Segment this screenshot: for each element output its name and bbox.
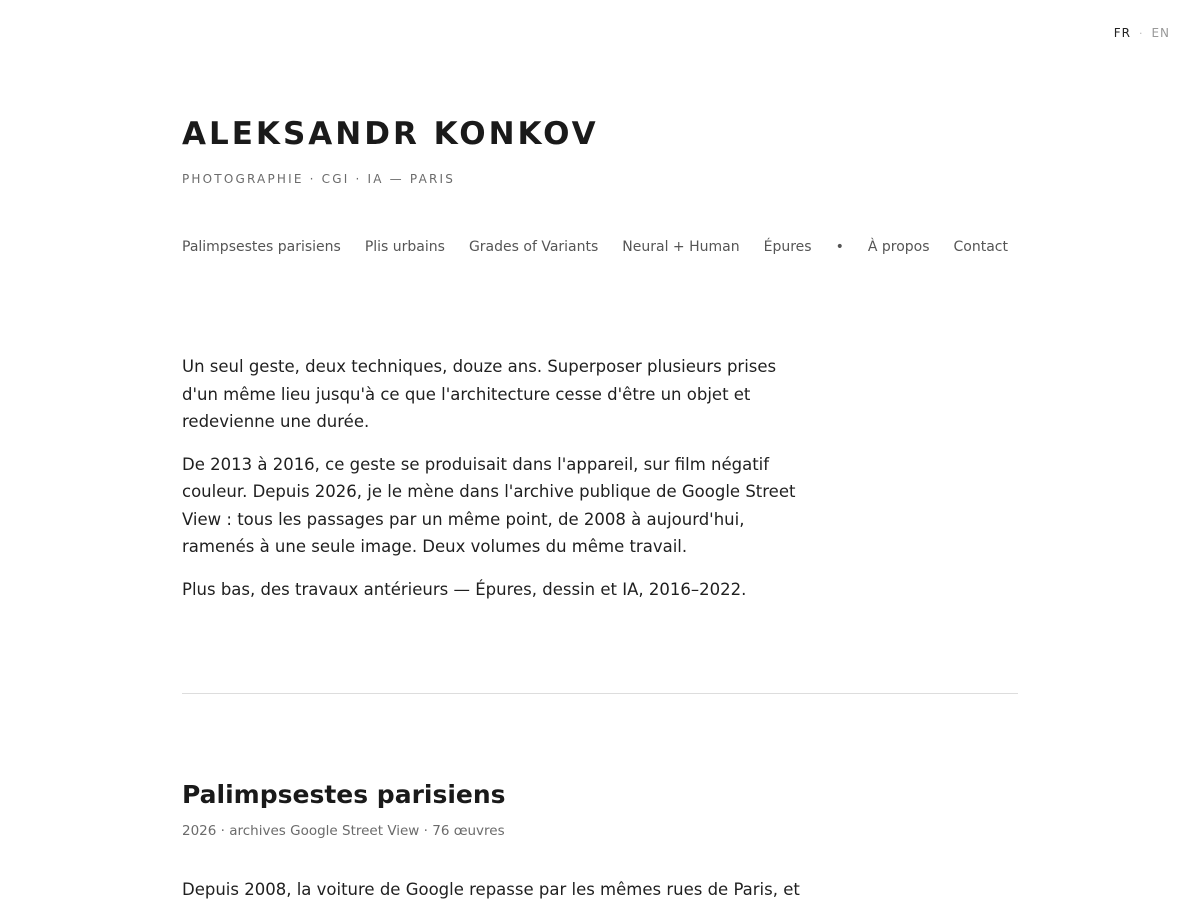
nav-item-plis-urbains[interactable]: Plis urbains xyxy=(364,239,445,255)
section-divider xyxy=(182,693,1018,694)
section-body-text: Depuis 2008, la voiture de Google repasse par les mêmes rues de Paris, et xyxy=(182,880,800,899)
lang-fr-link[interactable]: FR xyxy=(1113,26,1131,40)
nav-item-about[interactable]: À propos xyxy=(867,239,930,255)
site-tagline: PHOTOGRAPHIE · CGI · IA — PARIS xyxy=(182,172,456,186)
main-nav xyxy=(182,239,1008,255)
intro-paragraph-2: De 2013 à 2016, ce geste se produisait dans l'appareil, sur film négatif couleur. Depuis 2026, je le mène dans l'archive publique de Google Street View : tous les passages par un même point, de 2008 à aujourd'hui, ramenés à une seule image. Deux volumes du même travail. xyxy=(182,454,796,556)
site-title[interactable]: ALEKSANDR KONKOV xyxy=(182,116,599,152)
nav-item-grades-of-variants[interactable]: Grades of Variants xyxy=(468,239,599,255)
nav-item-contact[interactable]: Contact xyxy=(953,239,1008,255)
section-title: Palimpsestes parisiens xyxy=(182,780,506,809)
intro-paragraph-1: Un seul geste, deux techniques, douze ans. Superposer plusieurs prises d'un même lieu jusqu'à ce que l'architecture cesse d'être un objet et redevienne une durée. xyxy=(182,357,777,431)
section-meta: 2026 · archives Google Street View · 76 œuvres xyxy=(182,823,505,839)
lang-separator: · xyxy=(1138,26,1144,40)
lang-en-link[interactable]: EN xyxy=(1151,26,1170,40)
intro-text xyxy=(182,353,802,618)
nav-item-palimpsestes[interactable]: Palimpsestes parisiens xyxy=(182,239,341,255)
nav-item-neural-human[interactable]: Neural + Human xyxy=(622,239,740,255)
nav-item-epures[interactable]: Épures xyxy=(763,239,812,255)
intro-paragraph-3: Plus bas, des travaux antérieurs — Épures, dessin et IA, 2016–2022. xyxy=(182,579,747,599)
nav-separator-dot: • xyxy=(835,239,844,255)
language-switcher xyxy=(1114,26,1170,40)
